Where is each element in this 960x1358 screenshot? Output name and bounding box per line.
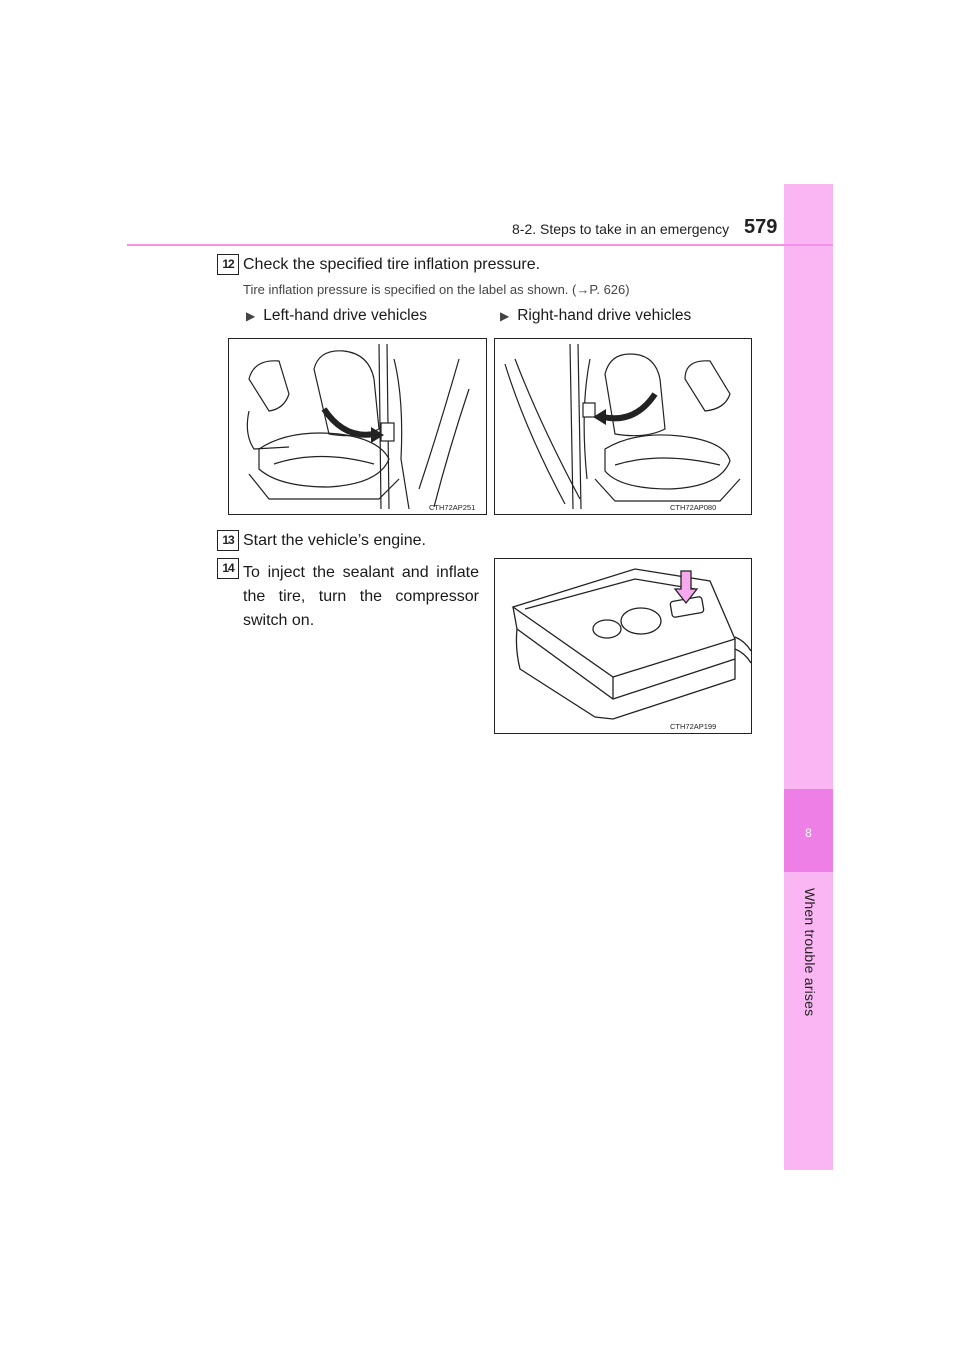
triangle-right-icon: ▶: [500, 309, 510, 323]
figure-code-compressor: CTH72AP199: [670, 722, 717, 731]
chapter-number: 8: [805, 826, 812, 840]
step-12-title: Check the specified tire inflation pressure.: [243, 256, 541, 273]
figure-code-left: CTH72AP251: [429, 503, 476, 512]
tire-label-sticker: [381, 423, 394, 441]
caption-left-text: Left-hand drive vehicles: [263, 307, 427, 324]
caption-right-hand: [500, 307, 691, 325]
figure-compressor: [494, 558, 752, 734]
figure-code-right: CTH72AP080: [670, 503, 717, 512]
figure-right-hand-drive: [494, 338, 752, 515]
caption-right-text: Right-hand drive vehicles: [517, 307, 692, 324]
step-12-note: Tire inflation pressure is specified on the label as shown. (→P. 626): [243, 282, 630, 297]
step-14-title: To inject the sealant and inflate the tire, turn the compressor switch on.: [243, 564, 479, 629]
seat-illustration-right: [495, 339, 751, 514]
step-badge-12: 12: [217, 254, 239, 275]
compressor-illustration: [495, 559, 751, 733]
caption-left-hand: [246, 307, 427, 325]
seat-illustration-left: [229, 339, 486, 514]
curved-arrow-icon: [324, 409, 374, 435]
triangle-right-icon: ▶: [246, 309, 256, 323]
section-heading: 8-2. Steps to take in an emergency: [512, 221, 730, 237]
step-13-title: Start the vehicle’s engine.: [243, 532, 426, 549]
page-number: 579: [744, 216, 778, 238]
step-badge-13: 13: [217, 530, 239, 551]
tire-label-sticker: [583, 403, 595, 417]
step-badge-14: 14: [217, 558, 239, 579]
chapter-title: When trouble arises: [802, 888, 818, 1017]
figure-left-hand-drive: [228, 338, 487, 515]
header-rule: [127, 244, 833, 246]
